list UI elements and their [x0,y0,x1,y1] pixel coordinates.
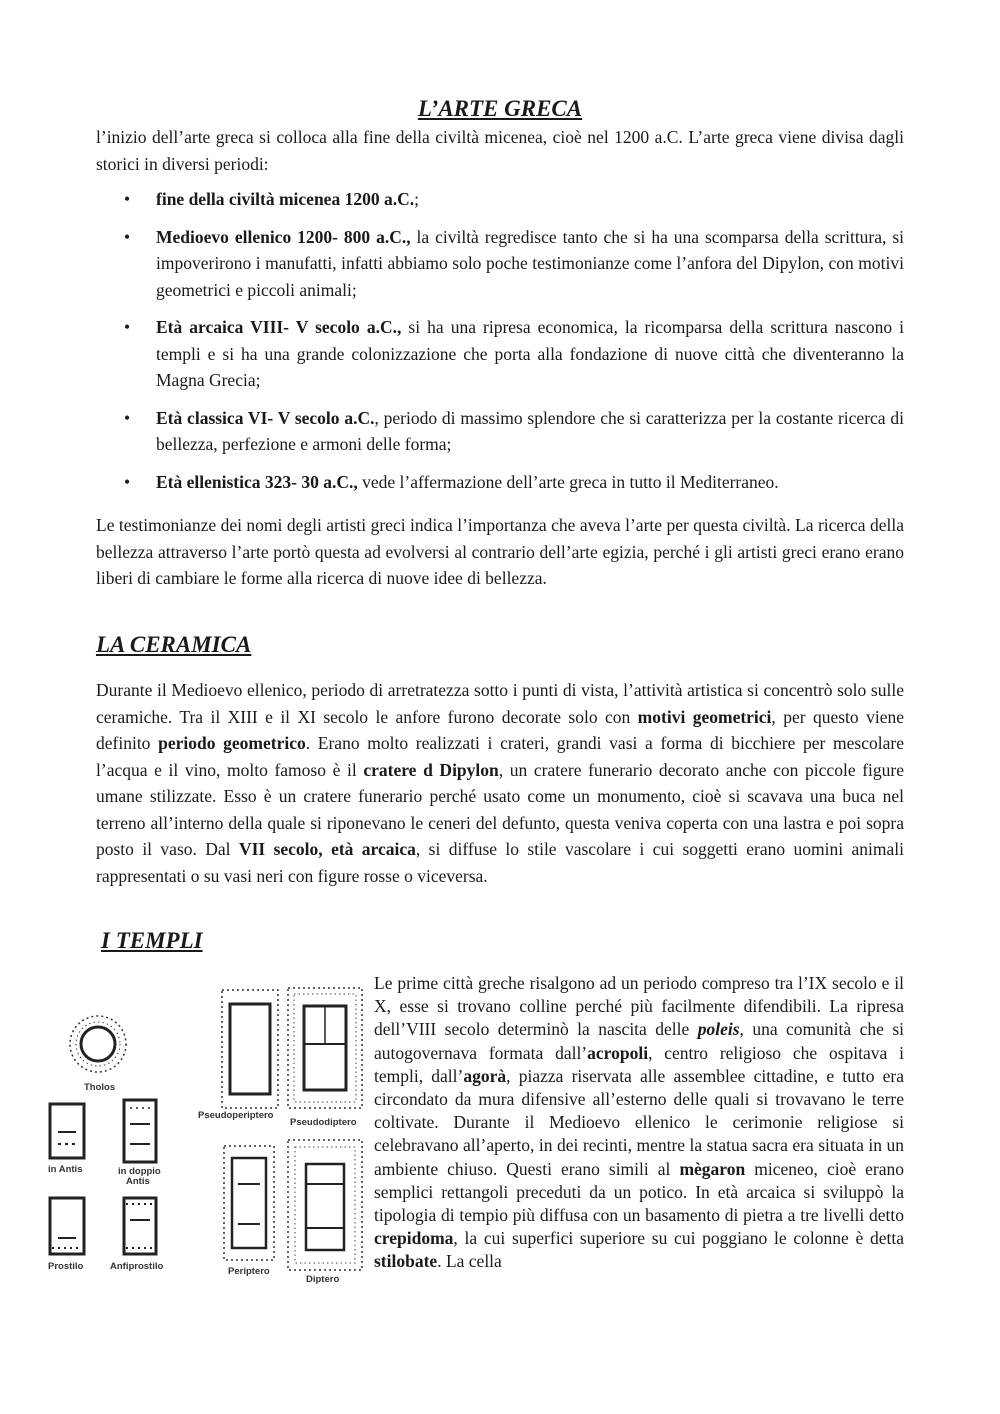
templi-heading: I TEMPLI [101,928,203,953]
label-in-antis: in Antis [48,1164,83,1175]
pseudoperiptero-plan [222,990,278,1108]
text-span: , si diffuse lo stile vascolare i cui soggetti erano uomini animali rappresentati o su vasi neri con figure rosse o viceversa. [96,839,904,886]
ceramica-heading: LA CERAMICA [96,632,252,657]
text-span: , una comunità che si autogovernava formata dall’ [374,1019,904,1063]
bold-term: mègaron [679,1158,746,1179]
ceramica-paragraph [96,677,904,889]
list-item [96,405,904,458]
bold-term: stilobate [374,1251,438,1272]
prostilo-plan [50,1198,84,1254]
bullet-icon: • [124,471,131,492]
label-diptero: Diptero [306,1274,340,1284]
bullet-icon: • [124,317,131,337]
label-periptero: Periptero [228,1266,270,1277]
bold-term: crepidoma [374,1228,454,1249]
period-name: Età arcaica VIII- V secolo a.C., [156,317,402,337]
list-item [96,186,904,213]
text-span: , piazza riservata alle assemblee cittadine, e tutto era circondato da mura difensive all’esterno delle quali si trovavano le terre coltivate. Durante il Medioevo ellenico le cerimonie religiose si celebravano all’aperto, in dei recinti, mentre la statua sacra era situata in un ambiente chiuso. Questi erano simili al [374,1065,904,1179]
period-text: vede l’affermazione dell’arte greca in tutto il Mediterraneo. [357,471,779,492]
bullet-icon: • [124,189,131,209]
text-span: , un cratere funerario decorato anche con piccole figure umane stilizzate. Esso è un cratere funerario perché usato come un monumento, cioè si scavava una buca nel terreno all’interno della quale si riponevano le ceneri del defunto, questa veniva coperta con una lastra e poi sopra posto il vaso. Dal [96,759,904,859]
list-item [96,314,904,394]
label-antis: Antis [126,1176,150,1187]
bold-term: agorà [463,1065,507,1086]
periods-list [96,186,904,506]
in-doppio-antis-plan [124,1100,156,1162]
label-pseudodiptero: Pseudodiptero [290,1117,357,1128]
intro-paragraph: l’inizio dell’arte greca si colloca alla fine della civiltà micenea, cioè nel 1200 a.C. L’arte greca viene divisa dagli storici in diversi periodi: [96,127,904,174]
period-name: Età ellenistica 323- 30 a.C., [156,471,358,492]
bold-term: VII secolo, età arcaica [238,839,416,859]
period-text: ; [414,189,419,209]
text-span: . La cella [437,1251,502,1272]
label-prostilo: Prostilo [48,1261,84,1272]
testimonianze-paragraph: Le testimonianze dei nomi degli artisti greci indica l’importanza che aveva l’arte per questa civiltà. La ricerca della bellezza attraverso l’arte portò questa ad evolversi al contrario dell’arte egizia, perché i gli artisti greci erano erano liberi di cambiare le forme alla ricerca di nuove idee di bellezza. [96,515,904,588]
period-text: , periodo di massimo splendore che si caratterizza per la costante ricerca di bellezza, perfezione e armoni delle forma; [156,407,904,454]
page-title: L’ARTE GRECA [417,96,583,121]
period-name: Età classica VI- V secolo a.C. [156,407,375,428]
period-name: fine della civiltà micenea 1200 a.C. [156,189,415,209]
tholos-plan [70,1016,126,1072]
list-item [96,469,904,496]
label-pseudoperiptero: Pseudoperiptero [198,1110,274,1121]
period-text: si ha una ripresa economica, la ricomparsa della scrittura nascono i templi e si ha una grande colonizzazione che porta alla fondazione di nuove città che diventeranno la Magna Grecia; [156,317,904,390]
label-anfiprostilo: Anfiprostilo [110,1261,164,1272]
label-tholos: Tholos [84,1082,116,1093]
text-span: Le prime città greche risalgono ad un periodo compreso tra l’IX secolo e il X, esse si trovano colline perché più facilmente difendibili. La ripresa dell’VIII secolo determinò la nascita delle [374,973,904,1040]
period-name: Medioevo ellenico 1200- 800 a.C., [156,226,411,247]
bullet-icon: • [124,407,131,428]
diptero-plan [288,1140,362,1270]
anfiprostilo-plan [124,1198,156,1254]
text-span: miceneo, cioè erano semplici rettangoli preceduti da un potico. In età arcaica si sviluppò la tipologia di tempio più diffusa con un basamento di pietra a tre livelli detto [374,1158,904,1226]
bold-term: poleis [697,1019,740,1040]
text-span: , la cui superfici superiore su cui poggiano le colonne è detta [453,1228,904,1249]
text-span: Durante il Medioevo ellenico, periodo di arretratezza sotto i punti di vista, l’attività artistica si concentrò solo sulle ceramiche. Tra il XIII e il XI secolo le anfore furono decorate solo con [96,680,904,727]
templi-paragraph [374,972,904,1274]
text-span: , per questo viene definito [96,706,904,753]
bold-term: acropoli [587,1042,649,1063]
list-item [96,224,904,304]
text-span: , centro religioso che ospitava i templi, dall’ [374,1042,904,1086]
bold-term: motivi geometrici [637,706,772,727]
period-text: la civiltà regredisce tanto che si ha una scomparsa della scrittura, si impoverirono i manufatti, infatti abbiamo solo poche testimonianze come l’anfora del Dipylon, con motivi geometrici e piccoli animali; [156,226,905,300]
periptero-plan [224,1146,274,1260]
pseudodiptero-plan [288,988,362,1108]
bold-term: cratere d Dipylon [363,759,499,780]
text-span: . Erano molto realizzati i crateri, grandi vasi a forma di bicchiere per mescolare l’acqua e il vino, molto famoso è il [96,733,904,780]
in-antis-plan [50,1104,84,1158]
bullet-icon: • [124,226,131,247]
temple-plans-diagram [38,984,368,1284]
bold-term: periodo geometrico [158,733,306,753]
label-in-doppio: in doppio [118,1166,161,1177]
